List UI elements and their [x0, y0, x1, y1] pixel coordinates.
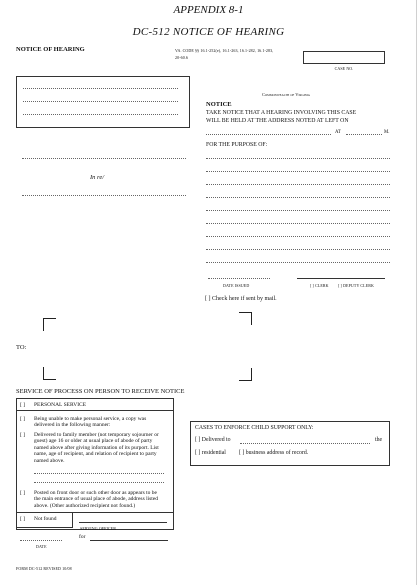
child-support-business-checkbox[interactable]: [ ] business address of record. [239, 450, 309, 456]
posted-line-2: the main entrance of usual place of abode, address listed [34, 496, 159, 503]
purpose-line-5[interactable] [206, 210, 390, 211]
posted-checkbox[interactable]: [ ] [20, 490, 26, 496]
substitute-service-checkbox[interactable]: [ ] [20, 416, 26, 422]
case-number-field[interactable] [303, 51, 385, 64]
child-support-residential-checkbox[interactable]: [ ] residential [195, 450, 226, 456]
service-heading: SERVICE OF PROCESS ON PERSON TO RECEIVE NOTICE [16, 388, 185, 395]
purpose-line-1[interactable] [206, 158, 390, 159]
hearing-time-field[interactable] [346, 134, 382, 135]
substitute-service-line-2: delivered in the following manner: [34, 422, 111, 429]
purpose-line-6[interactable] [206, 223, 390, 224]
at-label: AT [335, 130, 341, 135]
va-code-citation: VA. CODE §§ 16.1-252(e), 16.1-263, 16.1-282, 16.1-283, 20-60.6 [175, 48, 274, 60]
service-box-divider-2 [16, 512, 173, 513]
for-label: for [79, 534, 86, 540]
in-re-line-2[interactable] [22, 195, 186, 196]
appendix-title: APPENDIX 8-1 [173, 4, 244, 16]
date-issued-label: DATE ISSUED [223, 283, 250, 288]
meridian-label: M. [384, 130, 390, 135]
sent-by-mail-checkbox[interactable]: [ ] Check here if sent by mail. [205, 296, 277, 302]
notice-label: NOTICE [206, 101, 232, 108]
family-member-line-1: Delivered to family member (not temporary sojourner or [34, 432, 159, 438]
not-found-cell-divider [16, 527, 72, 528]
family-member-line-5: named above. [34, 457, 65, 464]
recipient-info-line-2[interactable] [34, 482, 164, 483]
in-re-label: In re/ [90, 174, 105, 181]
form-footer: FORM DC-512 REVISED 10/08 [16, 566, 72, 571]
recipient-info-line-1[interactable] [34, 473, 164, 474]
court-address-line-2[interactable] [23, 101, 178, 102]
purpose-line-2[interactable] [206, 171, 390, 172]
child-support-the-label: the [375, 437, 383, 443]
address-window-corner-bl [43, 367, 56, 380]
serving-officer-label: SERVING OFFICER [80, 526, 116, 531]
purpose-line-3[interactable] [206, 184, 390, 185]
personal-service-checkbox[interactable]: [ ] [20, 402, 26, 408]
not-found-label: Not found [34, 516, 57, 522]
notice-heading: NOTICE OF HEARING [16, 46, 85, 53]
purpose-line-7[interactable] [206, 236, 390, 237]
family-member-checkbox[interactable]: [ ] [20, 432, 26, 438]
service-date-field[interactable] [20, 540, 62, 541]
for-jurisdiction-field[interactable] [90, 540, 168, 541]
clerk-signature-field[interactable] [297, 278, 385, 279]
not-found-cell-rule [72, 512, 73, 528]
substitute-service-line-1: Being unable to make personal service, a copy was [34, 416, 147, 422]
purpose-label: FOR THE PURPOSE OF: [206, 142, 268, 148]
not-found-checkbox[interactable]: [ ] [20, 516, 26, 522]
court-address-box [16, 76, 190, 128]
address-window-corner-tl [43, 318, 56, 331]
hearing-date-field[interactable] [206, 134, 331, 135]
child-support-title: CASES TO ENFORCE CHILD SUPPORT ONLY: [195, 425, 314, 431]
purpose-line-8[interactable] [206, 249, 390, 250]
child-support-delivered-checkbox[interactable]: [ ] Delivered to [195, 437, 231, 443]
family-member-line-4: name, age of recipient, and relation of recipient to party [34, 451, 157, 458]
to-label: TO: [16, 344, 27, 351]
deputy-clerk-checkbox-label[interactable]: [ ] DEPUTY CLERK [338, 283, 375, 288]
service-box-divider-1 [16, 410, 173, 411]
service-date-label: DATE [36, 544, 47, 549]
court-address-line-3[interactable] [23, 114, 178, 115]
family-member-line-2: guest) age 16 or older at usual place of abode of party [34, 438, 153, 445]
posted-line-1: Posted on front door or such other door as appears to be [34, 490, 157, 496]
substitute-service-text [34, 416, 164, 429]
family-member-line-3: named above after giving information of its purport. List [34, 444, 159, 451]
address-window-corner-tr [239, 312, 252, 325]
clerk-checkbox-label[interactable]: [ ] CLERK [310, 283, 329, 288]
address-window-corner-br [239, 368, 252, 381]
case-number-label: CASE NO. [334, 66, 354, 71]
posted-line-3: above. (Other authorized recipient not found.) [34, 502, 136, 509]
serving-officer-signature-field[interactable] [79, 522, 167, 523]
court-address-line-1[interactable] [23, 88, 178, 89]
family-member-text [34, 432, 168, 464]
purpose-line-9[interactable] [206, 262, 390, 263]
purpose-line-4[interactable] [206, 197, 390, 198]
form-title: DC-512 NOTICE OF HEARING [132, 26, 285, 38]
notice-text-line-2: WILL BE HELD AT THE ADDRESS NOTED AT LEFT ON [206, 118, 349, 124]
in-re-line-1[interactable] [22, 158, 186, 159]
commonwealth-label: Commonwealth of Virginia [262, 92, 310, 97]
personal-service-label: PERSONAL SERVICE [34, 402, 87, 408]
posted-text [34, 490, 168, 509]
notice-text-line-1: TAKE NOTICE THAT A HEARING INVOLVING THIS CASE [206, 110, 357, 116]
date-issued-field[interactable] [208, 278, 270, 279]
child-support-delivered-field[interactable] [240, 443, 370, 444]
